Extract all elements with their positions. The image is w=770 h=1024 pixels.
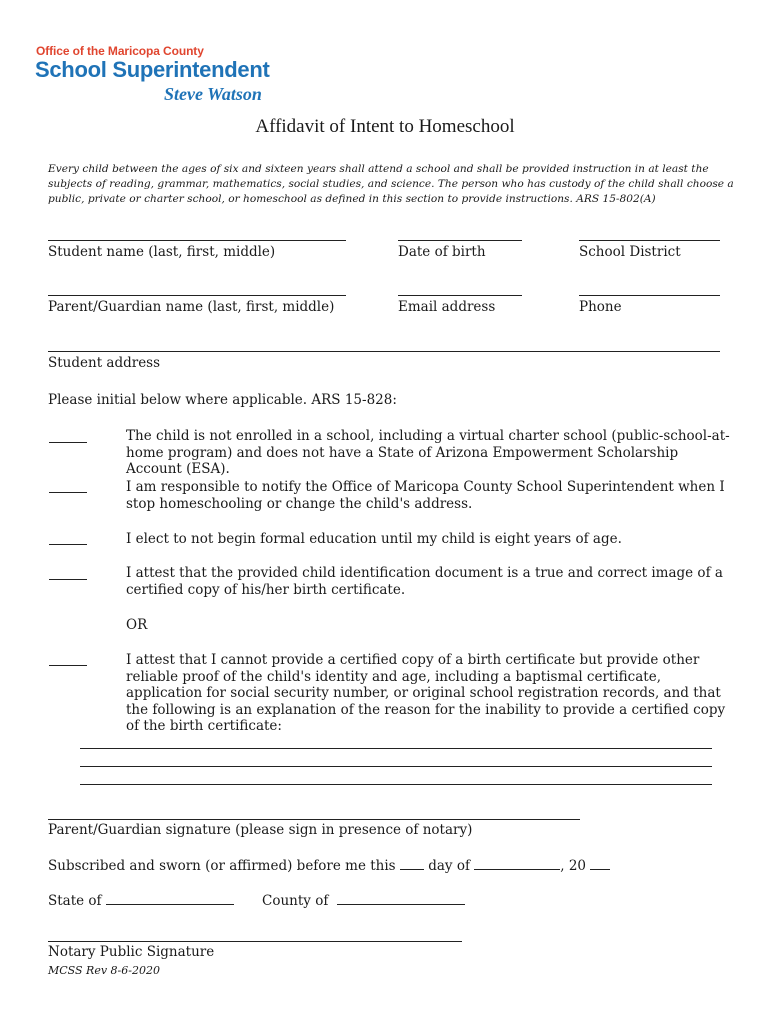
initial-blank-2[interactable]: [49, 492, 87, 493]
revision-text: MCSS Rev 8-6-2020: [48, 964, 160, 977]
county-label: County of: [262, 893, 329, 909]
state-label: State of: [48, 893, 102, 909]
student-name-field[interactable]: [48, 240, 346, 241]
phone-label: Phone: [579, 299, 622, 315]
email-field[interactable]: [398, 295, 522, 296]
sworn-day-blank[interactable]: [400, 857, 424, 870]
explanation-line-3[interactable]: [80, 784, 712, 785]
sworn-year-blank[interactable]: [590, 857, 610, 870]
signature-label: Parent/Guardian signature (please sign in presence of notary): [48, 822, 473, 838]
or-label: OR: [126, 617, 148, 633]
logo-office-text: Office of the Maricopa County: [36, 44, 204, 58]
state-line: [48, 892, 234, 909]
initial-blank-5[interactable]: [49, 665, 87, 666]
initial-blank-3[interactable]: [49, 544, 87, 545]
student-address-field[interactable]: [48, 351, 720, 352]
date-of-birth-label: Date of birth: [398, 244, 486, 260]
initial-item-5: I attest that I cannot provide a certified copy of a birth certificate but provide other reliable proof of the child's identity and age, including a baptismal certificate, application for social security number, or original school registration records, and that the following is an explanation of the reason for the inability to provide a certified copy of the birth certificate:: [126, 652, 726, 734]
page-title: Affidavit of Intent to Homeschool: [255, 116, 515, 137]
sworn-day-label: day of: [428, 858, 470, 874]
logo-name-text: Steve Watson: [164, 84, 262, 104]
notary-label: Notary Public Signature: [48, 944, 215, 960]
intro-paragraph: Every child between the ages of six and sixteen years shall attend a school and shall be provided instruction in at least the subjects of reading, grammar, mathematics, social studies, and science. The person who has custody of the child shall choose a public, private or charter school, or homeschool as defined in this section to provide instructions. ARS 15-802(A): [48, 163, 734, 205]
initial-item-2: I am responsible to notify the Office of Maricopa County School Superintendent when I stop homeschooling or change the child's address.: [126, 479, 725, 512]
initial-item-3: I elect to not begin formal education until my child is eight years of age.: [126, 531, 622, 547]
logo-superintendent-text: School Superintendent: [35, 57, 270, 82]
initial-blank-1[interactable]: [49, 442, 87, 443]
date-of-birth-field[interactable]: [398, 240, 522, 241]
initial-item-4: I attest that the provided child identification document is a true and correct image of a certified copy of his/her birth certificate.: [126, 565, 723, 598]
parent-name-field[interactable]: [48, 295, 346, 296]
student-name-label: Student name (last, first, middle): [48, 244, 276, 260]
parent-name-label: Parent/Guardian name (last, first, middle): [48, 299, 335, 315]
student-address-label: Student address: [48, 355, 161, 371]
initial-blank-4[interactable]: [49, 579, 87, 580]
county-field[interactable]: [337, 892, 465, 905]
signature-field[interactable]: [48, 819, 580, 820]
school-district-field[interactable]: [579, 240, 720, 241]
initial-prompt: Please initial below where applicable. ARS 15-828:: [48, 392, 397, 408]
state-field[interactable]: [106, 892, 234, 905]
explanation-line-1[interactable]: [80, 748, 712, 749]
sworn-month-blank[interactable]: [474, 857, 560, 870]
sworn-year-label: , 20: [560, 858, 587, 874]
sworn-statement: [48, 857, 610, 874]
school-district-label: School District: [579, 244, 681, 260]
county-line: [262, 892, 465, 909]
initial-item-1: The child is not enrolled in a school, including a virtual charter school (public-school-at-home program) and does not have a State of Arizona Empowerment Scholarship Account (ESA).: [126, 428, 730, 477]
phone-field[interactable]: [579, 295, 720, 296]
explanation-line-2[interactable]: [80, 766, 712, 767]
email-label: Email address: [398, 299, 496, 315]
sworn-prefix: Subscribed and sworn (or affirmed) before me this: [48, 858, 396, 874]
notary-signature-field[interactable]: [48, 941, 462, 942]
